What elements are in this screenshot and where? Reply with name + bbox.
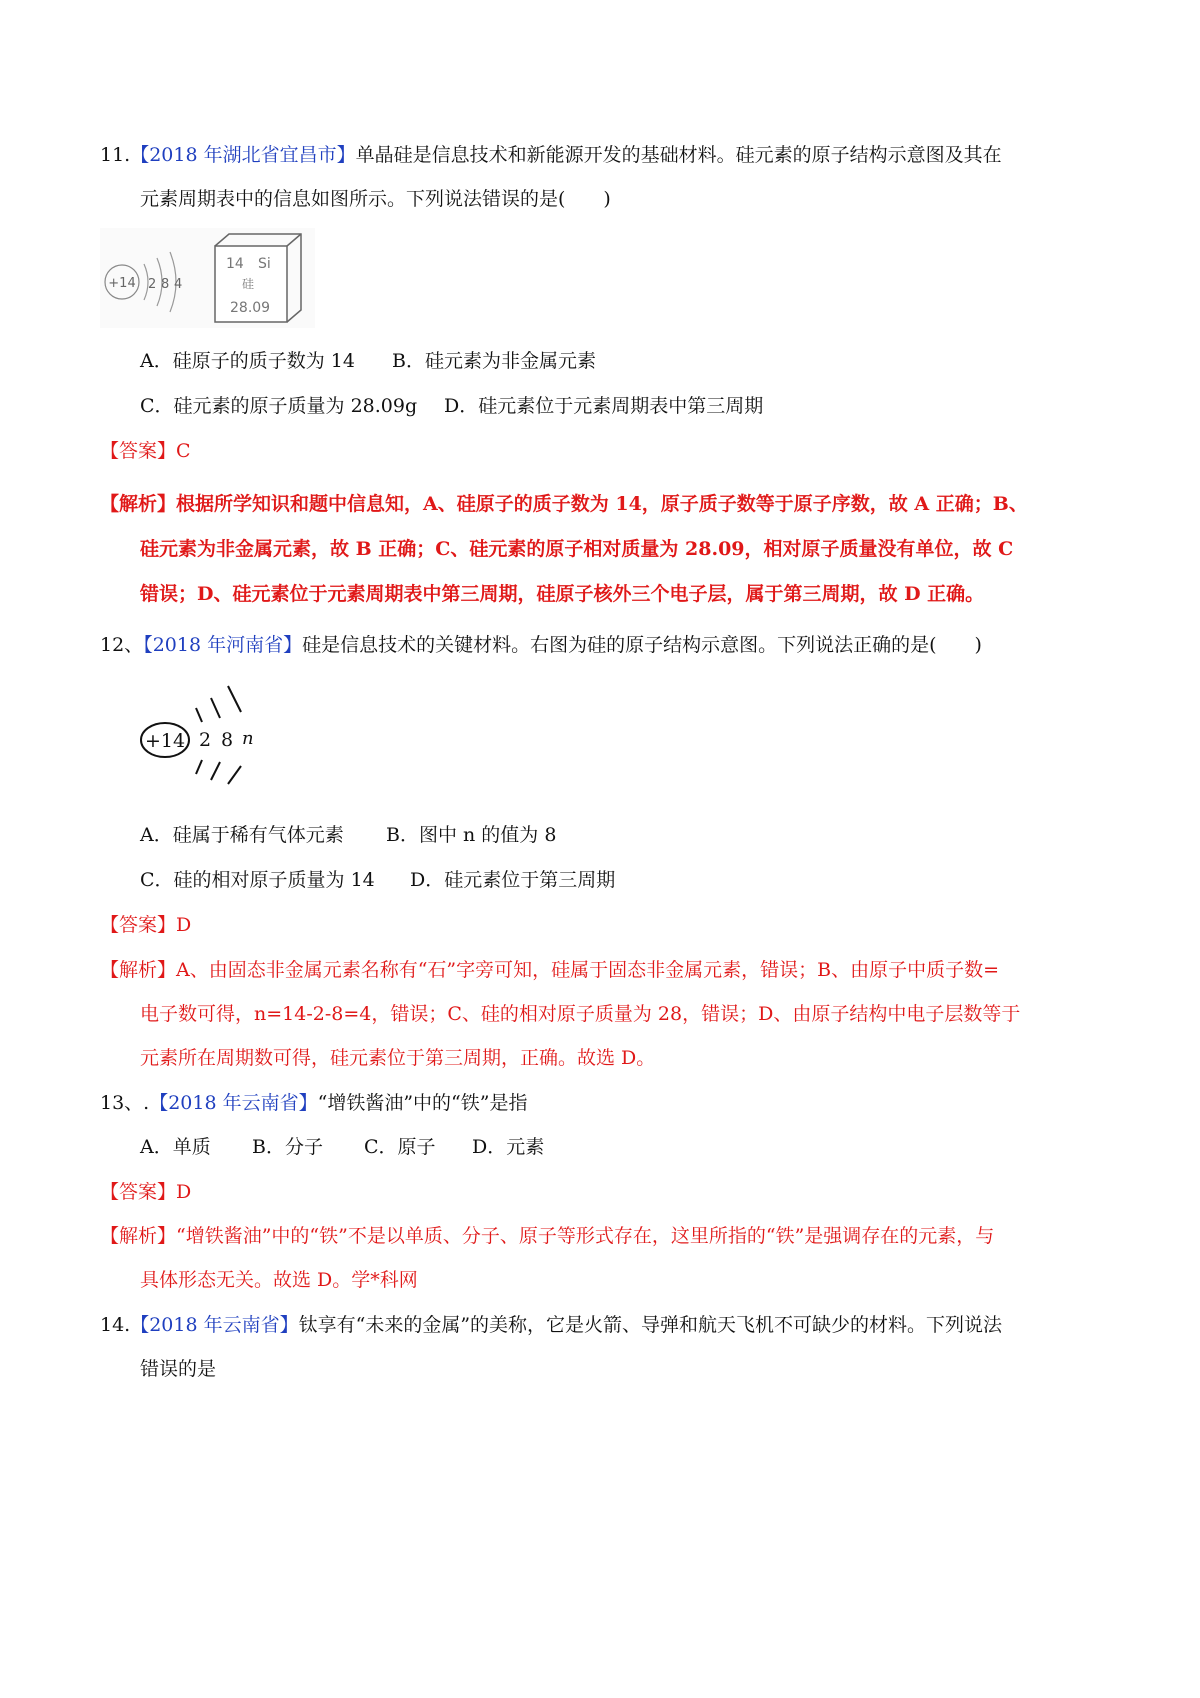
q12-shell-2-bottom <box>211 762 220 780</box>
q12-option-b: B．图中 n 的值为 8 <box>386 824 557 846</box>
q12-shell-count-3: n <box>242 728 254 749</box>
q12-stem-text: 硅是信息技术的关键材料。右图为硅的原子结构示意图。下列说法正确的是( ) <box>302 634 982 656</box>
q12-option-d: D．硅元素位于第三周期 <box>410 869 616 891</box>
q11-shell-count-2: 8 <box>161 277 170 292</box>
q11-cell-mass: 28.09 <box>230 300 271 316</box>
q11-cell-symbol: Si <box>258 256 271 272</box>
q11-stem-line2: 元素周期表中的信息如图所示。下列说法错误的是( ) <box>140 188 611 210</box>
q12-analysis-line3: 元素所在周期数可得，硅元素位于第三周期，正确。故选 D。 <box>140 1047 656 1069</box>
q11-nucleus-label: +14 <box>108 276 136 291</box>
q11-figure <box>100 228 315 328</box>
q11-analysis-line1: 【解析】根据所学知识和题中信息知，A、硅原子的质子数为 14，原子质子数等于原子序数，故 A 正确；B、 <box>100 493 1028 515</box>
q12-analysis-line1: 【解析】A、由固态非金属元素名称有“石”字旁可知，硅属于固态非金属元素，错误；B、由原子中质子数= <box>100 959 1000 981</box>
q11-cell-name: 硅 <box>242 277 255 291</box>
q14-number: 14. <box>100 1314 131 1336</box>
q13-number: 13、. <box>100 1092 150 1114</box>
q14-stem-text: 钛享有“未来的金属”的美称，它是火箭、导弹和航天飞机不可缺少的材料。下列说法 <box>298 1314 1003 1336</box>
q13-option-a: A．单质 <box>140 1136 211 1158</box>
q11-shell-count-1: 2 <box>148 277 157 292</box>
q11-option-c: C．硅元素的原子质量为 28.09g <box>140 395 418 417</box>
q12-option-c: C．硅的相对原子质量为 14 <box>140 869 375 891</box>
q12-shell-3-top <box>228 686 241 712</box>
q14-stem-line1 <box>100 1312 1002 1338</box>
q11-answer: 【答案】C <box>100 440 191 462</box>
q12-option-a: A．硅属于稀有气体元素 <box>140 824 344 846</box>
q11-number: 11. <box>100 144 131 166</box>
q12-number: 12、 <box>100 634 144 656</box>
q11-option-d: D．硅元素位于元素周期表中第三周期 <box>444 395 764 417</box>
q12-shell-2-top <box>211 698 220 718</box>
q12-shell-3-bottom <box>228 766 241 784</box>
q12-shell-count-1: 2 <box>199 729 212 751</box>
q12-answer: 【答案】D <box>100 914 192 936</box>
q12-nucleus-label: +14 <box>144 730 186 752</box>
q13-option-b: B．分子 <box>252 1136 323 1158</box>
q12-stem-line1 <box>100 632 982 658</box>
q11-stem-line1 <box>100 142 1002 168</box>
q12-atom-diagram <box>138 680 258 785</box>
q11-analysis-line2: 硅元素为非金属元素，故 B 正确；C、硅元素的原子相对质量为 28.09，相对原子质量没有单位，故 C <box>140 538 1014 560</box>
q13-source: 【2018 年云南省】 <box>149 1092 318 1114</box>
q11-shell-count-3: 4 <box>174 277 183 292</box>
q13-stem-line1 <box>100 1090 527 1116</box>
q13-answer: 【答案】D <box>100 1181 192 1203</box>
q13-analysis-line2: 具体形态无关。故选 D。学*科网 <box>140 1269 418 1291</box>
q11-source: 【2018 年湖北省宜昌市】 <box>130 144 356 166</box>
q11-stem-text: 单晶硅是信息技术和新能源开发的基础材料。硅元素的原子结构示意图及其在 <box>355 144 1002 166</box>
q14-source: 【2018 年云南省】 <box>130 1314 299 1336</box>
q11-option-a: A．硅原子的质子数为 14 <box>140 350 355 372</box>
q13-stem-text: “增铁酱油”中的“铁”是指 <box>317 1092 528 1114</box>
q12-analysis-line2: 电子数可得，n=14-2-8=4，错误；C、硅的相对原子质量为 28，错误；D、由原子结构中电子层数等于 <box>140 1003 1021 1025</box>
q11-cell-number: 14 <box>226 256 244 272</box>
q11-atom-diagram <box>100 228 315 328</box>
q11-analysis-line3: 错误；D、硅元素位于元素周期表中第三周期，硅原子核外三个电子层，属于第三周期，故 D 正确。 <box>140 583 985 605</box>
q12-source: 【2018 年河南省】 <box>143 634 303 656</box>
q13-option-c: C．原子 <box>364 1136 436 1158</box>
q13-analysis-line1: 【解析】“增铁酱油”中的“铁”不是以单质、分子、原子等形式存在，这里所指的“铁”是强调存在的元素，与 <box>100 1225 995 1247</box>
q11-option-b: B．硅元素为非金属元素 <box>392 350 596 372</box>
q12-shell-count-2: 8 <box>221 729 234 751</box>
q12-shell-1-bottom <box>196 760 202 774</box>
q12-figure <box>138 680 258 785</box>
q12-shell-1-top <box>196 708 202 722</box>
q14-stem-line2: 错误的是 <box>140 1358 217 1380</box>
q13-option-d: D．元素 <box>472 1136 545 1158</box>
